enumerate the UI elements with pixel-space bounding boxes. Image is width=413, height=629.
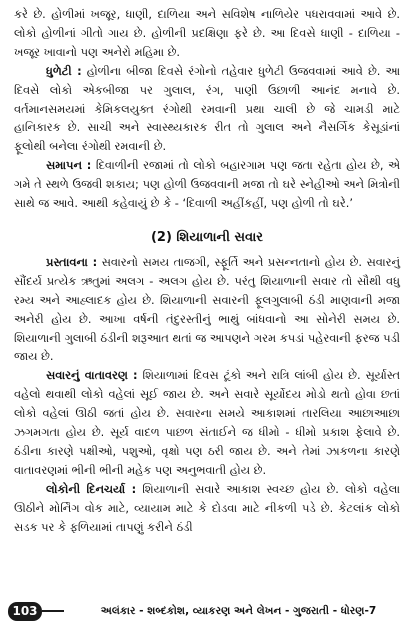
term-prastavana: પ્રસ્તાવના : [46,254,98,269]
page-number-badge: 103 [8,602,42,621]
text-prastavana: સવારનો સમય તાજગી, સ્ફૂર્તિ અને પ્રસન્નતાનો હોય છે. સવારનું સૌંદર્ય પ્રત્યેક ઋતુમાં અલગ - અલગ હોય છે. પરંતુ શિયાળાની સવાર તો સૌથી વધુ રમ્ય અને આહ્લાદક હોય છે. શિયાળાની સવારની ફૂલગુલાબી ઠંડી માણવાની મજા અનેરી હોય છે. આખા વર્ષની તંદુરસ્તીનું ભાથું બાંધવાનો આ સોનેરી સમય છે. શિયાળાની ગુલાબી ઠંડીની શરૂઆત થતાં જ આપણને ગરમ કપડાં પહેરવાની ફરજ પડી જાય છે. [14,254,400,364]
text-vatavaran: શિયાળામાં દિવસ ટૂંકો અને રાત્રિ લાંબી હોય છે. સૂર્યાસ્ત વહેલો થવાથી લોકો વહેલાં સૂઈ જાય છે. અને સવારે સૂર્યોદય મોડો થતો હોવા છતાં લોકો વહેલાં ઊઠી જતાં હોય છે. સવારના સમયે આકાશમાં તારલિયા આછાઆછા ઝગમગતા હોય છે. સૂર્ય વાદળ પાછળ સંતાઈને જ ધીમો - ધીમો પ્રકાશ ફેલાવે છે. ઠંડીના કારણે પક્ષીઓ, પશુઓ, વૃક્ષો પણ ઠરી જાય છે. અને તેમાં ઝાકળના કારણે વાતાવરણમાં ભીની ભીની મહેક પણ અનુભવાતી હોય છે. [14,368,400,477]
paragraph-holi: કરે છે. હોળીમાં ખજૂર, ધાણી, દાળિયા અને સવિશેષ નાળિયેર પધરાવવામાં આવે છે. લોકો હોળીનાં ગીતો ગાય છે. હોળીની પ્રદક્ષિણા ફરે છે. આ દિવસે ધાણી - દાળિયા - ખજૂર ખાવાનો પણ અનેરો મહિમા છે. [14,7,400,59]
footer-book-title: અલંકાર - શબ્દકોશ, વ્યાકરણ અને લેખન - ગુજરાતી - ધોરણ-7 [100,604,377,617]
text-dhuleti: હોળીના બીજા દિવસે રંગોનો તહેવાર ધુળેટી ઉજવવામાં આવે છે. આ દિવસે લોકો એકબીજા પર ગુલાલ, રંગ, પાણી ઉછાળી આનંદ મનાવે છે. વર્તમાનસમયમાં કેમિકલયુક્ત રંગોથી રમવાની પ્રથા ચાલી છે જે ચામડી માટે હાનિકારક છે. સાચી અને સ્વાસ્થ્યકારક રીત તો ગુલાલ અને નૈસર્ગિક કેસૂડાંનાં ફૂલોથી બનેલા રંગોથી રમવાની છે. [14,63,400,154]
term-samapan: સમાપન : [46,158,92,173]
footer-divider [42,610,64,612]
paragraph-dincharya [14,480,400,537]
term-dhuleti: ધુળેટી : [46,63,82,78]
text-samapan: દિવાળીની રજામાં તો લોકો બહારગામ પણ જતા રહેતા હોય છે, એ ગમે તે સ્થળે ઉજવી શકાય; પણ હોળી ઉજવવાની મજા તો ઘરે સ્નેહીઓ અને મિત્રોની સાથે જ આવે. આથી કહેવાયું છે કે - ‘દિવાળી અહીંકહીં, પણ હોળી તો ઘરે.’ [14,158,400,211]
term-dincharya: લોકોની દિનચર્યા : [46,481,137,496]
paragraph-dhuleti [14,62,400,157]
page-body [14,5,400,536]
term-vatavaran: સવારનું વાતાવરણ : [46,368,138,383]
paragraph-samapan [14,156,400,213]
page-footer [8,601,407,621]
paragraph-prastavana [14,253,400,366]
section-heading: (2) શિયાળાની સવાર [150,229,264,245]
paragraph-vatavaran [14,366,400,479]
text-dincharya: શિયાળાની સવારે આકાશ સ્વચ્છ હોય છે. લોકો વહેલા ઊઠીને મોર્નિંગ વોક માટે, વ્યાયામ માટે કે દોડવા માટે નીકળી પડે છે. કેટલાંક લોકો સડક પર કે ફળિયામાં તાપણું કરીને ઠંડી [14,481,400,534]
